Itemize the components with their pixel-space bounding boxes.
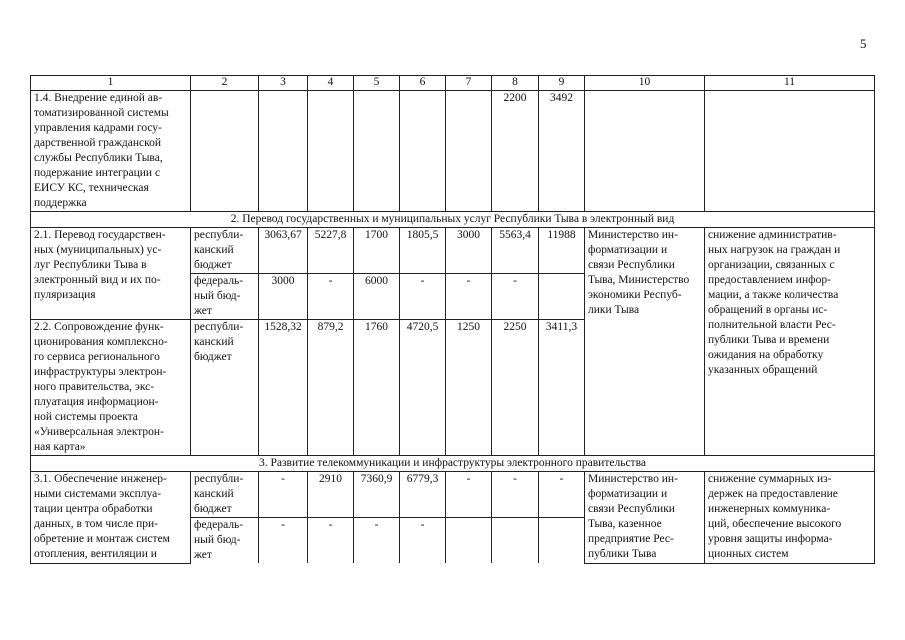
text-line: 2.1. Перевод государствен- — [34, 229, 166, 241]
section-row — [31, 212, 875, 228]
cell-responsible — [585, 472, 705, 564]
section-row — [31, 456, 875, 472]
text-line: полнительной власти Рес- — [708, 319, 836, 331]
text-line: лики Тыва — [588, 304, 640, 316]
text-line: ный бюд- — [194, 534, 241, 546]
page-number: 5 — [860, 36, 867, 51]
text-line: предоставлением инфор- — [708, 274, 831, 286]
cell-value: 1250 — [446, 320, 492, 456]
text-line: республи- — [194, 473, 244, 485]
cell-value: 2250 — [492, 320, 539, 456]
cell-value: - — [259, 472, 308, 518]
text-line: го сервиса регионального — [34, 351, 160, 363]
cell-result — [705, 472, 875, 564]
text-line: луг Республики Тыва в — [34, 259, 147, 271]
text-line: бюджет — [194, 503, 232, 515]
text-line: канский — [194, 336, 234, 348]
text-line: бюджет — [194, 351, 232, 363]
cell-name — [31, 320, 191, 456]
text-line: ожидания на обработку — [708, 349, 824, 361]
header-cell: 1 — [31, 76, 191, 91]
text-line: Министерство ин- — [588, 229, 678, 241]
text-line: 3.1. Обеспечение инженер- — [34, 473, 167, 485]
cell-responsible — [585, 228, 705, 456]
text-line: инфраструктуры электрон- — [34, 366, 167, 378]
cell-value: - — [446, 274, 492, 320]
cell-value: - — [492, 472, 539, 518]
cell-value — [446, 518, 492, 564]
cell-value: 3000 — [259, 274, 308, 320]
cell-name — [31, 228, 191, 320]
text-line: мации, а также количества — [708, 289, 839, 301]
text-line: форматизации и — [588, 488, 668, 500]
text-line: снижение суммарных из- — [708, 473, 832, 485]
cell-value: 2910 — [308, 472, 354, 518]
text-line: электронный вид и их по- — [34, 274, 161, 286]
cell-value: 4720,5 — [400, 320, 446, 456]
cell-value: 5563,4 — [492, 228, 539, 274]
cell-value: 6000 — [354, 274, 400, 320]
cell-name — [31, 91, 191, 212]
text-line: подержание интеграции с — [34, 167, 161, 179]
text-line: 2.2. Сопровождение функ- — [34, 321, 164, 333]
text-line: публики Тыва — [588, 548, 657, 560]
text-line: публики Тыва и времени — [708, 334, 830, 346]
text-line: ными системами эксплуа- — [34, 488, 162, 500]
text-line: ной системы проекта — [34, 411, 138, 423]
header-cell: 6 — [400, 76, 446, 91]
cell-value: 1528,32 — [259, 320, 308, 456]
cell-value: 5227,8 — [308, 228, 354, 274]
text-line: республи- — [194, 321, 244, 333]
text-line: управления кадрами госу- — [34, 122, 162, 134]
cell-source — [191, 472, 259, 518]
text-line: Тыва, казенное — [588, 518, 662, 530]
table-row — [31, 472, 875, 518]
program-table — [30, 75, 875, 564]
text-line: ный бюд- — [194, 290, 241, 302]
header-cell: 4 — [308, 76, 354, 91]
section-title: 2. Перевод государственных и муниципальных услуг Республики Тыва в электронный вид — [31, 212, 875, 228]
header-cell: 2 — [191, 76, 259, 91]
text-line: экономики Респуб- — [588, 289, 682, 301]
text-line: службы Республики Тыва, — [34, 152, 163, 164]
cell-value: 1760 — [354, 320, 400, 456]
text-line: форматизации и — [588, 244, 668, 256]
cell-value: 6779,3 — [400, 472, 446, 518]
text-line: держек на предоставление — [708, 488, 838, 500]
text-line: тации центра обработки — [34, 503, 153, 515]
cell-value: - — [539, 472, 585, 518]
cell-source — [191, 228, 259, 274]
text-line: обращений в органы ис- — [708, 304, 828, 316]
cell-value: 11988 — [539, 228, 585, 274]
text-line: канский — [194, 488, 234, 500]
table-row — [31, 228, 875, 274]
text-line: предприятие Рес- — [588, 533, 674, 545]
text-line: бюджет — [194, 259, 232, 271]
header-cell: 9 — [539, 76, 585, 91]
text-line: жет — [194, 549, 212, 561]
cell-source — [191, 518, 259, 564]
text-line: ная карта» — [34, 441, 86, 453]
cell-value: - — [308, 518, 354, 564]
cell-source — [191, 320, 259, 456]
cell-value: 1700 — [354, 228, 400, 274]
cell-value: - — [400, 274, 446, 320]
text-line: связи Республики — [588, 259, 675, 271]
cell-value: - — [446, 472, 492, 518]
text-line: пуляризация — [34, 289, 96, 301]
text-line: ных нагрузок на граждан и — [708, 244, 841, 256]
cell-name — [31, 472, 191, 564]
header-row — [31, 76, 875, 91]
text-line: отопления, вентиляции и — [34, 548, 157, 560]
text-line: канский — [194, 244, 234, 256]
cell-value — [539, 518, 585, 564]
text-line: снижение административ- — [708, 229, 837, 241]
text-line: Тыва, Министерство — [588, 274, 690, 286]
cell-value: 7360,9 — [354, 472, 400, 518]
cell-value: - — [354, 518, 400, 564]
text-line: ЕИСУ КС, техническая — [34, 182, 149, 194]
text-line: организации, связанных с — [708, 259, 835, 271]
text-line: поддержка — [34, 197, 87, 209]
text-line: уровня защиты информа- — [708, 533, 833, 545]
text-line: 1.4. Внедрение единой ав- — [34, 92, 163, 104]
cell-value: 3492 — [539, 91, 585, 212]
cell-value: - — [400, 518, 446, 564]
text-line: республи- — [194, 229, 244, 241]
cell-value: - — [259, 518, 308, 564]
text-line: указанных обращений — [708, 364, 818, 376]
header-cell: 10 — [585, 76, 705, 91]
header-cell: 5 — [354, 76, 400, 91]
cell-value: 879,2 — [308, 320, 354, 456]
cell-value: 3411,3 — [539, 320, 585, 456]
cell-result — [705, 228, 875, 456]
cell-value: 2200 — [492, 91, 539, 212]
cell-value: - — [308, 274, 354, 320]
text-line: дарственной гражданской — [34, 137, 162, 149]
cell-source — [191, 274, 259, 320]
cell-value — [492, 518, 539, 564]
cell-value: 3000 — [446, 228, 492, 274]
text-line: ционных систем — [708, 548, 789, 560]
text-line: ных (муниципальных) ус- — [34, 244, 162, 256]
text-line: инженерных коммуника- — [708, 503, 831, 515]
text-line: связи Республики — [588, 503, 675, 515]
text-line: Министерство ин- — [588, 473, 678, 485]
table-row — [31, 91, 875, 212]
text-line: федераль- — [194, 275, 244, 287]
text-line: ций, обеспечение высокого — [708, 518, 842, 530]
cell-value: 3063,67 — [259, 228, 308, 274]
text-line: «Универсальная электрон- — [34, 426, 164, 438]
header-cell: 11 — [705, 76, 875, 91]
text-line: плуатация информацион- — [34, 396, 159, 408]
header-cell: 7 — [446, 76, 492, 91]
section-title: 3. Развитие телекоммуникации и инфраструктуры электронного правительства — [31, 456, 875, 472]
cell-value — [539, 274, 585, 320]
text-line: федераль- — [194, 519, 244, 531]
cell-value: - — [492, 274, 539, 320]
header-cell: 8 — [492, 76, 539, 91]
header-cell: 3 — [259, 76, 308, 91]
text-line: жет — [194, 305, 212, 317]
text-line: ного правительства, экс- — [34, 381, 155, 393]
text-line: обретение и монтаж систем — [34, 533, 170, 545]
cell-value: 1805,5 — [400, 228, 446, 274]
text-line: ционирования комплексно- — [34, 336, 168, 348]
text-line: томатизированной системы — [34, 107, 169, 119]
text-line: данных, в том числе при- — [34, 518, 159, 530]
